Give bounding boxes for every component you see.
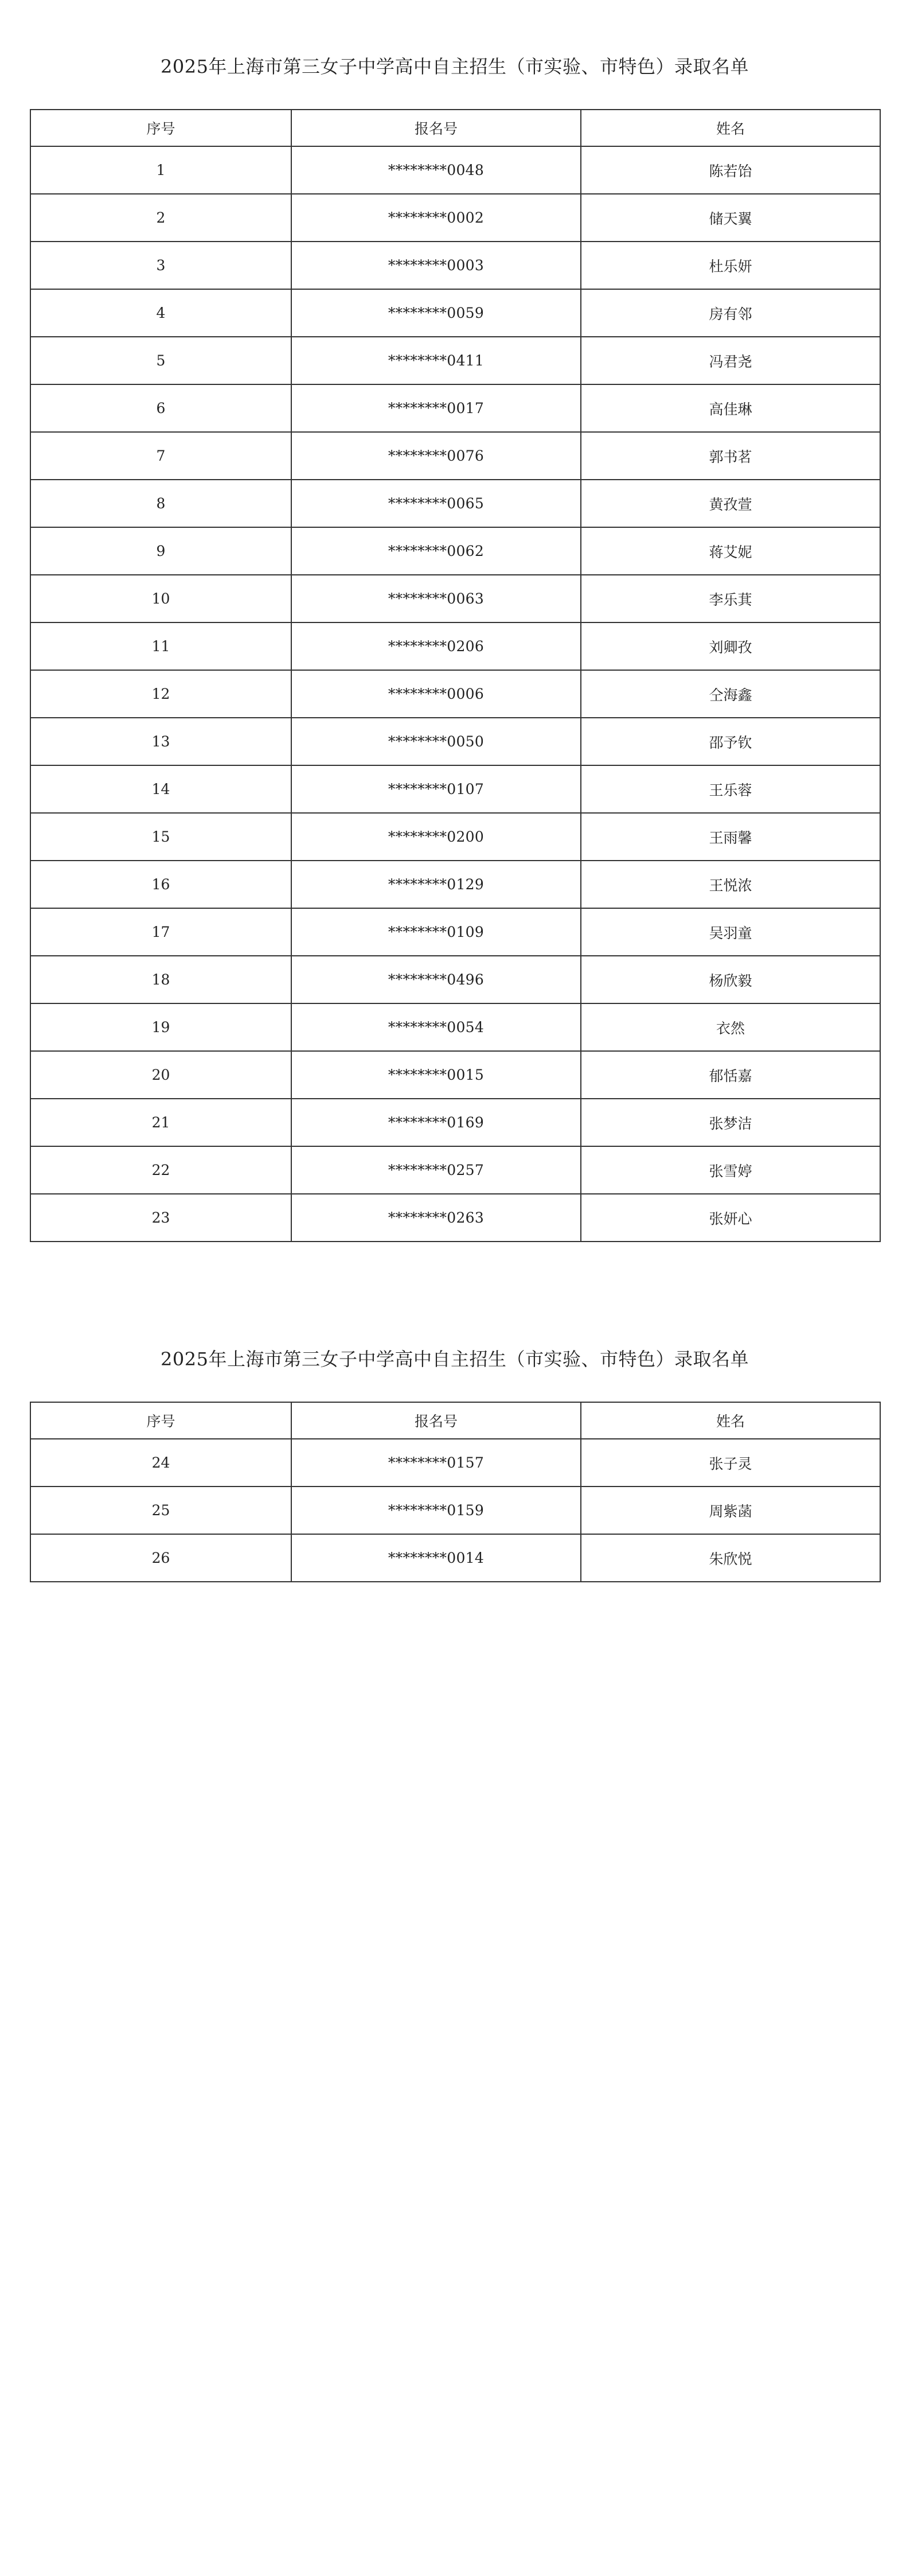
registration-number-cell: ********0054	[291, 1003, 581, 1051]
row-number-cell: 17	[30, 908, 291, 956]
registration-number-cell: ********0107	[291, 765, 581, 813]
table-row	[30, 480, 880, 527]
table-row	[30, 146, 880, 194]
table-row	[30, 956, 880, 1003]
document-title: 2025年上海市第三女子中学高中自主招生（市实验、市特色）录取名单	[161, 56, 749, 77]
student-name-cell: 王乐蓉	[581, 765, 880, 813]
student-name-cell: 衣然	[581, 1003, 880, 1051]
column-header-name: 姓名	[581, 1402, 880, 1439]
column-header-number: 序号	[30, 1402, 291, 1439]
table-row	[30, 1146, 880, 1194]
student-name-cell: 吴羽童	[581, 908, 880, 956]
row-number-cell: 23	[30, 1194, 291, 1242]
registration-number-cell: ********0015	[291, 1051, 581, 1099]
table-row	[30, 813, 880, 861]
student-name-cell: 朱欣悦	[581, 1534, 880, 1582]
registration-number-cell: ********0411	[291, 337, 581, 384]
registration-number-cell: ********0048	[291, 146, 581, 194]
student-name-cell: 房有邻	[581, 289, 880, 337]
column-header-name: 姓名	[581, 110, 880, 146]
table-row	[30, 1194, 880, 1242]
row-number-cell: 12	[30, 670, 291, 718]
table-row	[30, 384, 880, 432]
registration-number-cell: ********0050	[291, 718, 581, 765]
admission-table	[30, 1402, 881, 1582]
student-name-cell: 刘卿孜	[581, 622, 880, 670]
registration-number-cell: ********0014	[291, 1534, 581, 1582]
admission-table	[30, 109, 881, 1242]
table-row	[30, 765, 880, 813]
column-header-registration: 报名号	[291, 110, 581, 146]
registration-number-cell: ********0062	[291, 527, 581, 575]
table-row	[30, 1099, 880, 1146]
table-row	[30, 908, 880, 956]
registration-number-cell: ********0159	[291, 1487, 581, 1534]
student-name-cell: 郁恬嘉	[581, 1051, 880, 1099]
row-number-cell: 9	[30, 527, 291, 575]
registration-number-cell: ********0076	[291, 432, 581, 480]
student-name-cell: 郭书茗	[581, 432, 880, 480]
registration-number-cell: ********0017	[291, 384, 581, 432]
document-title: 2025年上海市第三女子中学高中自主招生（市实验、市特色）录取名单	[161, 1348, 749, 1370]
student-name-cell: 邵予钦	[581, 718, 880, 765]
registration-number-cell: ********0257	[291, 1146, 581, 1194]
student-name-cell: 陈若饴	[581, 146, 880, 194]
table-row	[30, 575, 880, 622]
table-row	[30, 527, 880, 575]
table-row	[30, 1534, 880, 1582]
row-number-cell: 16	[30, 861, 291, 908]
row-number-cell: 1	[30, 146, 291, 194]
registration-number-cell: ********0169	[291, 1099, 581, 1146]
row-number-cell: 6	[30, 384, 291, 432]
row-number-cell: 24	[30, 1439, 291, 1487]
row-number-cell: 25	[30, 1487, 291, 1534]
table-row	[30, 1439, 880, 1487]
row-number-cell: 10	[30, 575, 291, 622]
student-name-cell: 杨欣毅	[581, 956, 880, 1003]
row-number-cell: 20	[30, 1051, 291, 1099]
registration-number-cell: ********0059	[291, 289, 581, 337]
student-name-cell: 王雨馨	[581, 813, 880, 861]
table-body	[30, 146, 880, 1242]
student-name-cell: 黄孜萱	[581, 480, 880, 527]
registration-number-cell: ********0200	[291, 813, 581, 861]
table-header-row	[30, 1402, 880, 1439]
row-number-cell: 2	[30, 194, 291, 242]
student-name-cell: 杜乐妍	[581, 242, 880, 289]
table-row	[30, 622, 880, 670]
student-name-cell: 张妍心	[581, 1194, 880, 1242]
row-number-cell: 19	[30, 1003, 291, 1051]
student-name-cell: 仝海鑫	[581, 670, 880, 718]
registration-number-cell: ********0157	[291, 1439, 581, 1487]
column-header-number: 序号	[30, 110, 291, 146]
table-row	[30, 670, 880, 718]
student-name-cell: 周紫菡	[581, 1487, 880, 1534]
student-name-cell: 张雪婷	[581, 1146, 880, 1194]
table-row	[30, 718, 880, 765]
admission-list-page-1	[30, 55, 880, 1242]
table-row	[30, 194, 880, 242]
student-name-cell: 张子灵	[581, 1439, 880, 1487]
row-number-cell: 18	[30, 956, 291, 1003]
table-row	[30, 289, 880, 337]
row-number-cell: 8	[30, 480, 291, 527]
registration-number-cell: ********0065	[291, 480, 581, 527]
registration-number-cell: ********0496	[291, 956, 581, 1003]
registration-number-cell: ********0206	[291, 622, 581, 670]
student-name-cell: 蒋艾妮	[581, 527, 880, 575]
student-name-cell: 王悦浓	[581, 861, 880, 908]
column-header-registration: 报名号	[291, 1402, 581, 1439]
table-row	[30, 337, 880, 384]
row-number-cell: 26	[30, 1534, 291, 1582]
student-name-cell: 高佳琳	[581, 384, 880, 432]
student-name-cell: 冯君尧	[581, 337, 880, 384]
row-number-cell: 21	[30, 1099, 291, 1146]
table-row	[30, 1003, 880, 1051]
student-name-cell: 李乐萁	[581, 575, 880, 622]
registration-number-cell: ********0003	[291, 242, 581, 289]
table-body	[30, 1439, 880, 1582]
table-row	[30, 242, 880, 289]
registration-number-cell: ********0129	[291, 861, 581, 908]
row-number-cell: 4	[30, 289, 291, 337]
registration-number-cell: ********0109	[291, 908, 581, 956]
registration-number-cell: ********0006	[291, 670, 581, 718]
table-row	[30, 1487, 880, 1534]
table-header-row	[30, 110, 880, 146]
registration-number-cell: ********0002	[291, 194, 581, 242]
row-number-cell: 7	[30, 432, 291, 480]
table-row	[30, 861, 880, 908]
row-number-cell: 3	[30, 242, 291, 289]
row-number-cell: 22	[30, 1146, 291, 1194]
row-number-cell: 5	[30, 337, 291, 384]
row-number-cell: 11	[30, 622, 291, 670]
registration-number-cell: ********0263	[291, 1194, 581, 1242]
row-number-cell: 15	[30, 813, 291, 861]
student-name-cell: 张梦洁	[581, 1099, 880, 1146]
table-row	[30, 432, 880, 480]
row-number-cell: 13	[30, 718, 291, 765]
table-row	[30, 1051, 880, 1099]
row-number-cell: 14	[30, 765, 291, 813]
registration-number-cell: ********0063	[291, 575, 581, 622]
admission-list-page-2	[30, 1348, 880, 1582]
student-name-cell: 储天翼	[581, 194, 880, 242]
